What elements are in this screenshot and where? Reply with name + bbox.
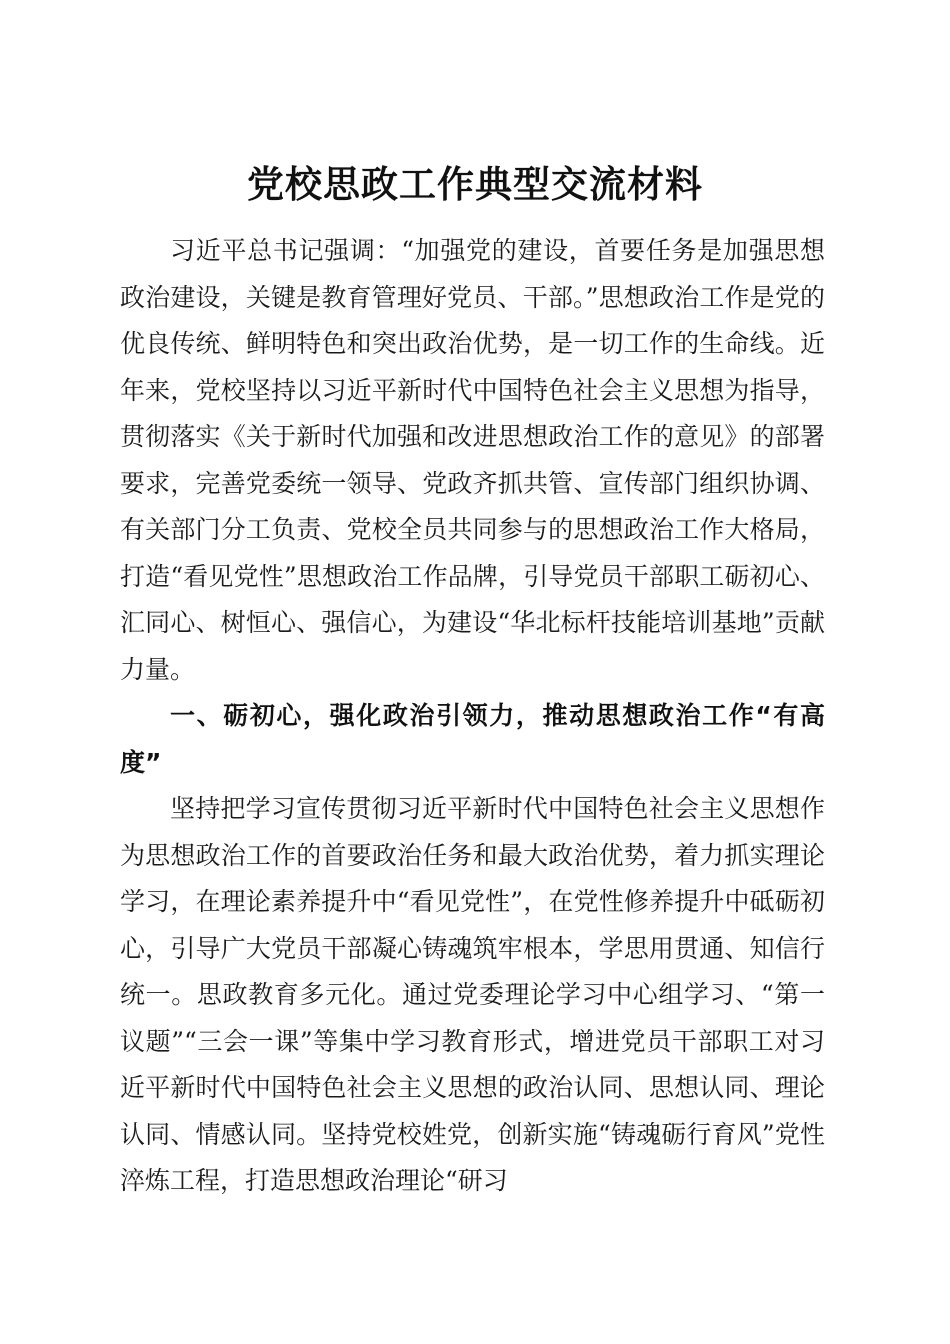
document-title: 党校思政工作典型交流材料	[247, 161, 703, 206]
section-heading-1: 一、砺初心，强化政治引领力，推动思想政治工作“有高度”	[120, 701, 825, 777]
paragraph-section-1: 坚持把学习宣传贯彻习近平新时代中国特色社会主义思想作为思想政治工作的首要政治任务和最大政治优势，着力抓实理论学习，在理论素养提升中“看见党性”，在党性修养提升中砥砺初心，引导广大党员干部凝心铸魂筑牢根本，学思用贯通、知信行统一。思政教育多元化。通过党委理论学习中心组学习、“第一议题”“三会一课”等集中学习教育形式，增进党员干部职工对习近平新时代中国特色社会主义思想的政治认同、思想认同、理论认同、情感认同。坚持党校姓党，创新实施“铸魂砺行育风”党性淬炼工程，打造思想政治理论“研习	[120, 794, 825, 1195]
paragraph-intro: 习近平总书记强调：“加强党的建设，首要任务是加强思想政治建设，关键是教育管理好党员、干部。”思想政治工作是党的优良传统、鲜明特色和突出政治优势，是一切工作的生命线。近年来，党校坚持以习近平新时代中国特色社会主义思想为指导，贯彻落实《关于新时代加强和改进思想政治工作的意见》的部署要求，完善党委统一领导、党政齐抓共管、宣传部门组织协调、有关部门分工负责、党校全员共同参与的思想政治工作大格局，打造“看见党性”思想政治工作品牌，引导党员干部职工砺初心、汇同心、树恒心、强信心，为建设“华北标杆技能培训基地”贡献力量。	[120, 236, 825, 684]
document-body	[120, 228, 825, 1205]
